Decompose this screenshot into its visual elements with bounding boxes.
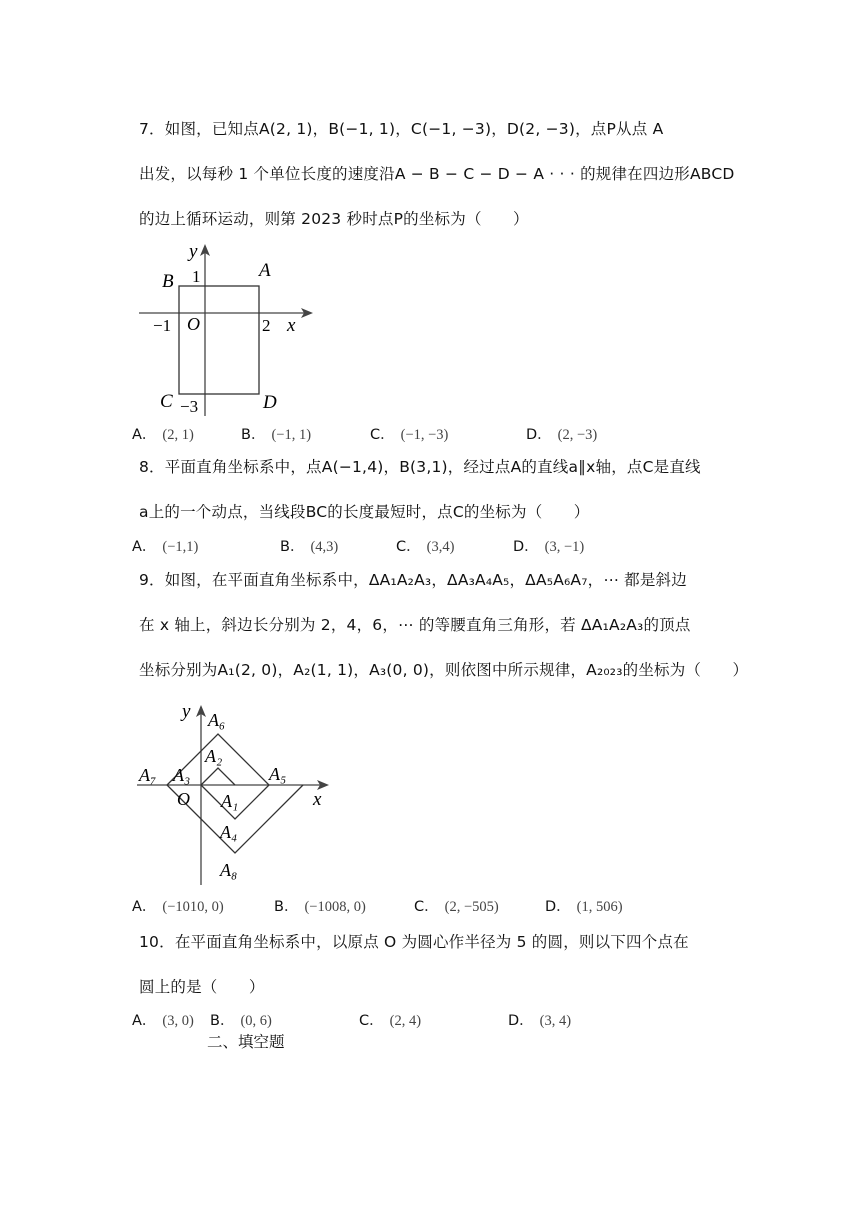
q7-tick-y-neg3: −3 — [180, 397, 199, 416]
q7-stem-line-1: 7．如图，已知点A(2, 1)，B(−1, 1)，C(−1, −3)，D(2, −3)，点P从点 A — [139, 120, 664, 138]
q7-stem-line-3: 的边上循环运动，则第 2023 秒时点P的坐标为（ ） — [139, 210, 529, 228]
q9-option-d[interactable]: D． (1, 506) — [545, 899, 623, 915]
q10-stem-line-1: 10．在平面直角坐标系中，以原点 O 为圆心作半径为 5 的圆，则以下四个点在 — [139, 933, 689, 951]
q9-origin-label: O — [177, 789, 190, 809]
q10-stem-line-2: 圆上的是（ ） — [139, 978, 265, 996]
q7-rectangle-abcd — [179, 286, 259, 394]
q10-option-c[interactable]: C． (2, 4) — [359, 1013, 422, 1029]
q9-point-a6: A₆ — [208, 710, 226, 730]
q8-option-b[interactable]: B． (4,3) — [280, 539, 339, 555]
q9-point-a2: A₂ — [205, 746, 223, 766]
q7-tick-x-neg1: −1 — [153, 316, 172, 335]
q9-y-label: y — [182, 701, 191, 722]
q9-stem-line-1: 9．如图，在平面直角坐标系中，ΔA₁A₂A₃，ΔA₃A₄A₅，ΔA₅A₆A₇，⋯ 都是斜边 — [139, 571, 687, 589]
q10-option-d[interactable]: D． (3, 4) — [508, 1013, 572, 1029]
q9-point-a7: A₇ — [139, 765, 157, 785]
q8-option-c[interactable]: C． (3,4) — [396, 539, 455, 555]
q9-stem-line-3: 坐标分别为A₁(2, 0)，A₂(1, 1)，A₃(0, 0)，则依图中所示规律，A₂₀₂₃的坐标为（ ） — [139, 661, 749, 679]
q9-point-a1: A₁ — [221, 791, 239, 811]
q9-stem-line-2: 在 x 轴上，斜边长分别为 2，4，6，⋯ 的等腰直角三角形，若 ΔA₁A₂A₃的顶点 — [139, 616, 691, 634]
q7-point-b: B — [162, 271, 174, 292]
q7-y-label: y — [189, 241, 198, 262]
q10-option-a[interactable]: A． (3, 0) — [132, 1013, 194, 1029]
q7-tick-x-2: 2 — [262, 316, 271, 335]
q8-option-d[interactable]: D． (3, −1) — [513, 539, 585, 555]
q9-point-a5: A₅ — [269, 764, 287, 784]
q7-option-b[interactable]: B． (−1, 1) — [241, 427, 312, 443]
q7-option-d[interactable]: D． (2, −3) — [526, 427, 598, 443]
q9-option-b[interactable]: B． (−1008, 0) — [274, 899, 366, 915]
q9-point-a8: A₈ — [220, 860, 238, 880]
q7-point-d: D — [263, 392, 277, 413]
q9-triangle-a1a2a3 — [201, 768, 235, 785]
q7-point-c: C — [160, 391, 173, 412]
q7-point-a: A — [259, 260, 271, 281]
q7-option-c[interactable]: C． (−1, −3) — [370, 427, 449, 443]
q9-option-c[interactable]: C． (2, −505) — [414, 899, 499, 915]
q10-option-b[interactable]: B． (0, 6) — [210, 1013, 272, 1029]
q9-figure — [135, 695, 335, 885]
q7-stem-line-2: 出发，以每秒 1 个单位长度的速度沿A − B − C − D − A · · · 的规律在四边形ABCD — [139, 165, 735, 183]
q8-stem-line-1: 8．平面直角坐标系中，点A(−1,4)，B(3,1)，经过点A的直线a∥x轴，点C是直线 — [139, 458, 701, 476]
q9-point-a3: A₃ — [173, 765, 191, 785]
q7-tick-y-1: 1 — [192, 267, 201, 286]
q7-x-label: x — [287, 315, 296, 336]
q9-point-a4: A₄ — [220, 822, 238, 842]
q7-option-a[interactable]: A． (2, 1) — [132, 427, 194, 443]
q9-x-label: x — [313, 789, 322, 810]
q8-stem-line-2: a上的一个动点，当线段BC的长度最短时，点C的坐标为（ ） — [139, 503, 590, 521]
q8-option-a[interactable]: A． (−1,1) — [132, 539, 199, 555]
q7-origin-label: O — [187, 314, 200, 334]
q7-figure — [135, 240, 325, 420]
q9-option-a[interactable]: A． (−1010, 0) — [132, 899, 224, 915]
section-title-fill-in: 二、填空题 — [207, 1033, 285, 1051]
